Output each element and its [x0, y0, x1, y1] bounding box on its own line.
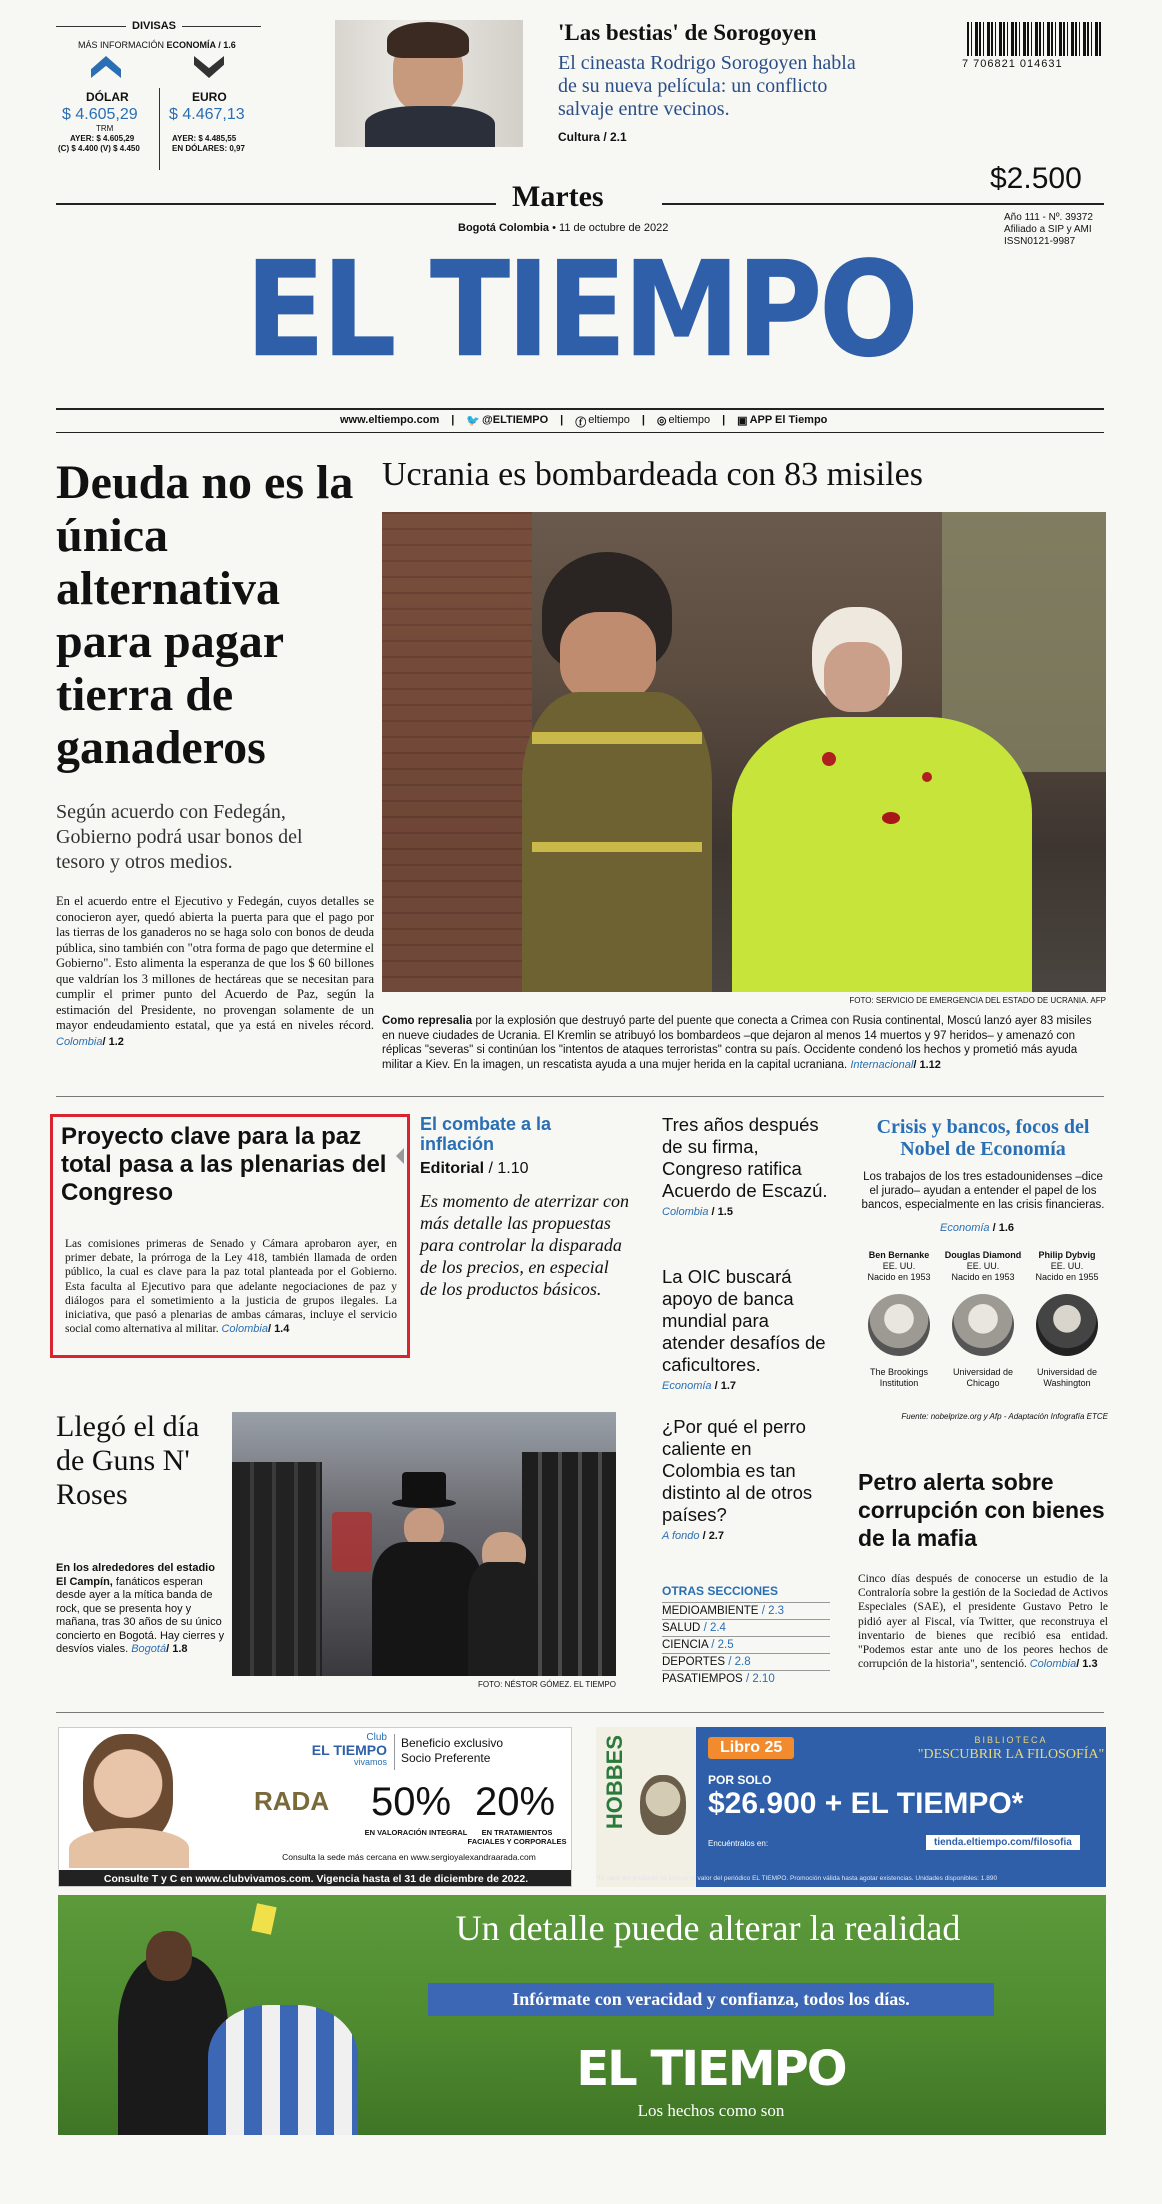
section-row[interactable] — [662, 1619, 830, 1636]
nobel-ref — [940, 1222, 1014, 1234]
pct2-label: EN TRATAMIENTOS FACIALES Y CORPORALES — [467, 1828, 567, 1846]
lead-deck: Según acuerdo con Fedegán, Gobierno podrá usar bonos del tesoro y otros medios. — [56, 801, 303, 873]
section-row[interactable] — [662, 1636, 830, 1653]
laureate-born: Nacido en 1955 — [1035, 1272, 1099, 1282]
lead-body — [56, 894, 374, 1050]
barcode-number: 7 706821 014631 — [962, 58, 1063, 70]
editorial-text: Es momento de aterrizar con más detalle las propuestas para controlar la disparada de los precios, en especial de los productos básicos. — [420, 1191, 629, 1299]
laureate-name: Douglas Diamond — [944, 1250, 1022, 1260]
laureate-name: Philip Dybvig — [1038, 1250, 1096, 1260]
nobel-text: Los trabajos de los tres estadounidenses –dice el jurado– ayudan a entender el papel de los bancos, especialmente en las crisis financieras. — [861, 1171, 1105, 1211]
book-biblioteca: BIBLIOTECA — [974, 1735, 1048, 1745]
editorial-page[interactable]: / 1.10 — [488, 1160, 529, 1177]
divisas-box — [56, 18, 261, 178]
book-series: "DESCUBRIR LA FILOSOFÍA" — [917, 1747, 1105, 1762]
club-benefit2: Socio Preferente — [401, 1751, 491, 1765]
peace-page[interactable]: / 1.4 — [267, 1323, 290, 1336]
ukraine-section[interactable]: Internacional — [850, 1058, 914, 1071]
petro-body — [858, 1572, 1108, 1671]
divisas-more: MÁS INFORMACIÓN — [78, 40, 165, 50]
lead-headline[interactable]: Deuda no es la única alternativa para pagar tierra de ganaderos — [56, 456, 354, 774]
laureate-born: Nacido en 1953 — [951, 1272, 1015, 1282]
brief-page[interactable]: / 1.7 — [714, 1380, 736, 1392]
nobel-page[interactable]: / 1.6 — [992, 1222, 1014, 1234]
laureate-country: EE. UU. — [966, 1261, 1000, 1271]
euro-value: $ 4.467,13 — [169, 106, 245, 123]
club-sub: vivamos — [353, 1757, 387, 1767]
editorial-headline[interactable]: El combate a la inflación — [420, 1114, 552, 1154]
brief-section[interactable]: A fondo — [662, 1530, 700, 1542]
laureate-card — [942, 1250, 1024, 1389]
section-page: / 2.4 — [703, 1622, 726, 1634]
section-row[interactable] — [662, 1670, 830, 1687]
brief-item[interactable] — [662, 1266, 830, 1392]
lead-page[interactable]: / 1.2 — [102, 1035, 124, 1048]
edition-date: • 11 de octubre de 2022 — [552, 222, 669, 234]
petro-section[interactable]: Colombia — [1029, 1658, 1077, 1671]
guns-photo-credit: FOTO: NÉSTOR GÓMEZ. EL TIEMPO — [478, 1680, 616, 1689]
peace-body-text: Las comisiones primeras de Senado y Cámara aprobaron ayer, en primer debate, la prórroga de la Ley 418, también llamada de orden público, la cual es clave para la paz total planteada por el Gobierno. Esta faculta al Ejecutivo para que adelante negociaciones de paz y diálogos para el sometimiento a la justicia de grupos ilegales. La iniciativa, que pasó a plenarias de ambas cámaras, incluye el servicio social como alternativa al militar. — [65, 1238, 397, 1336]
guns-body-text: fanáticos esperan desde ayer a la mítica banda de rock, que se presenta hoy y mañana, tras 30 años de su único concierto en Bogotá. Hay cierres y desvíos viales. — [56, 1575, 225, 1655]
brief-item[interactable] — [662, 1416, 830, 1542]
brief-item[interactable] — [662, 1114, 830, 1218]
top-rule-right — [662, 203, 1104, 205]
sections-list — [662, 1602, 830, 1687]
petro-body-text: Cinco días después de conocerse un estudio de la Contraloría sobre la gestión de la Sociedad de Activos Especiales (SAE), el presidente Gustavo Petro le pidió ayer al Fiscal, vía Twitter, que reconstruya el inventario de bienes que recibió esa entidad. "Podemos estar ante uno de los peores hechos de corrupción de la historia", sentenció. — [858, 1573, 1108, 1671]
peace-box[interactable] — [50, 1114, 410, 1358]
bottom-ad-headline: Un detalle puede alterar la realidad — [455, 1908, 961, 1948]
brief-text: La OIC buscará apoyo de banca mundial para atender desafíos de caficultores. — [662, 1266, 826, 1375]
section-name: DEPORTES — [662, 1656, 726, 1668]
euro-icon — [194, 56, 224, 78]
editorial-label: Editorial — [420, 1160, 485, 1177]
teaser-text: El cineasta Rodrigo Sorogoyen habla de su nueva película: un conflicto salvaje entre vecinos. — [558, 52, 856, 120]
philosopher-portrait — [640, 1775, 686, 1835]
bottom-ad-banner: Infórmate con veracidad y confianza, todos los días. — [428, 1983, 994, 2016]
petro-headline[interactable]: Petro alerta sobre corrupción con bienes de la mafia — [858, 1469, 1105, 1551]
dolar-trm: TRM — [96, 124, 114, 133]
lead-body-text: En el acuerdo entre el Ejecutivo y Fedegán, cuyos detalles se conocieron ayer, quedó abierta la puerta para que el pago por las tierras de los ganaderos no se haga solo con bonos de deuda pública, sino también con "otra forma de pago que determine el Gobierno". Esto alimenta la esperanza de que los $ 60 billones que valdrían los 3 millones de hectáreas que se necesitan para cumplir el primer punto del Acuerdo de Paz, según la estimación del Presidente, no provengan solamente de un mayor endeudamiento estatal, que ya está en niveles récord. — [56, 894, 374, 1032]
section-name: CIENCIA — [662, 1639, 709, 1651]
guns-photo — [232, 1412, 616, 1676]
section-name: MEDIOAMBIENTE — [662, 1605, 759, 1617]
edition-line: ISSN0121-9987 — [1004, 236, 1076, 247]
ukraine-headline[interactable]: Ucrania es bombardeada con 83 misiles — [382, 456, 923, 493]
euro-line2: EN DÓLARES: 0,97 — [172, 144, 245, 153]
website-link[interactable]: www.eltiempo.com — [340, 414, 440, 426]
nobel-source: Fuente: nobelprize.org y Afp - Adaptación Infografía ETCE — [901, 1412, 1108, 1421]
ads-rule — [56, 1712, 1104, 1713]
edition-line: Afiliado a SIP y AMI — [1004, 224, 1092, 235]
laureate-portrait — [1036, 1294, 1098, 1356]
section-name: PASATIEMPOS — [662, 1673, 743, 1685]
brief-page[interactable]: / 1.5 — [711, 1206, 733, 1218]
dolar-line1: AYER: $ 4.605,29 — [70, 134, 135, 143]
bottom-ad[interactable] — [58, 1895, 1106, 2135]
sections-title: OTRAS SECCIONES — [662, 1584, 779, 1598]
mid-rule — [56, 1096, 1104, 1097]
club-brand: EL TIEMPO — [311, 1742, 387, 1758]
edition-day: Martes — [512, 180, 604, 213]
social-rule-top — [56, 408, 1104, 410]
book-fine: *El valor del producto no incluye el valor del periódico EL TIEMPO. Promoción válida hasta agotar existencias. Unidades disponibles: 1.890 — [596, 1875, 998, 1882]
dolar-label: DÓLAR — [86, 90, 129, 104]
brief-section[interactable]: Colombia — [662, 1206, 709, 1218]
section-name: SALUD — [662, 1622, 701, 1634]
edition-info — [1004, 212, 1093, 248]
app-link[interactable]: APP El Tiempo — [749, 414, 828, 426]
sorogoyen-photo — [335, 20, 523, 147]
ukraine-caption-text: por la explosión que destruyó parte del puente que conecta a Crimea con Rusia continental, Moscú lanzó ayer 83 misiles en nueve ciudades de Ucrania. El Kremlin se atribuyó los bombardeos –que dejaron al menos 14 muertos y 97 heridos– y amenazó con réplicas "severas" si continúan los "intentos de ataques terroristas" contra su país. Occidente condenó los hechos y prometió más ayuda militar a Kiev. En la imagen, un rescatista ayuda a una mujer herida en la capital ucraniana. — [382, 1015, 1092, 1071]
guns-body-lead: En los alrededores del estadio El Campín, — [56, 1562, 215, 1588]
lead-section[interactable]: Colombia — [56, 1035, 103, 1048]
ukraine-caption-lead: Como represalia — [382, 1015, 473, 1027]
ukraine-caption — [382, 1014, 1106, 1072]
dollar-icon — [91, 56, 121, 78]
book-price: $26.900 + EL TIEMPO* — [708, 1787, 1024, 1820]
lime-jacket — [732, 717, 1032, 992]
twitter-icon: 🐦 — [466, 415, 481, 427]
section-page: / 2.10 — [745, 1673, 775, 1685]
brief-text: ¿Por qué el perro caliente en Colombia es tan distinto al de otros países? — [662, 1416, 813, 1525]
ukraine-page[interactable]: / 1.12 — [913, 1058, 941, 1071]
peace-section[interactable]: Colombia — [221, 1323, 268, 1336]
brief-text: Tres años después de su firma, Congreso ratifica Acuerdo de Escazú. — [662, 1114, 828, 1201]
peace-body — [65, 1237, 397, 1336]
section-page: / 2.8 — [728, 1656, 751, 1668]
euro-line1: AYER: $ 4.485,55 — [172, 134, 237, 143]
book-url[interactable]: tienda.eltiempo.com/filosofia — [926, 1835, 1080, 1850]
guns-body — [56, 1562, 226, 1657]
ukraine-photo — [382, 512, 1106, 992]
edition-city: Bogotá Colombia — [458, 222, 550, 234]
instagram-link[interactable]: eltiempo — [668, 414, 711, 426]
nobel-section[interactable]: Economía — [940, 1222, 990, 1234]
laureate-inst: Universidad de Washington — [1036, 1367, 1098, 1388]
yellow-card-icon — [251, 1903, 276, 1935]
teaser-title[interactable]: 'Las bestias' de Sorogoyen — [558, 20, 817, 45]
player-figure — [208, 2005, 358, 2135]
dolar-line2: (C) $ 4.400 (V) $ 4.450 — [58, 144, 140, 153]
bottom-ad-logo: EL TIEMPO — [576, 2041, 846, 2097]
instagram-icon: ◎ — [656, 415, 667, 427]
editorial-label-row — [420, 1160, 529, 1178]
masthead-logo[interactable]: EL TIEMPO — [244, 232, 916, 387]
laureate-inst: The Brookings Institution — [869, 1367, 929, 1388]
laureate-portrait — [868, 1294, 930, 1356]
club-footer: Consulte T y C en www.clubvivamos.com. Vigencia hasta el 31 de diciembre de 2022. — [59, 1870, 572, 1887]
club-consulta: Consulta la sede más cercana en www.sergioyalexandraarada.com — [282, 1852, 536, 1862]
laureate-country: EE. UU. — [882, 1261, 916, 1271]
club-label: Club — [366, 1732, 387, 1743]
euro-label: EURO — [192, 90, 227, 104]
book-ad[interactable] — [596, 1727, 1106, 1887]
nobel-headline[interactable]: Crisis y bancos, focos del Nobel de Economía — [876, 1116, 1090, 1160]
laureate-name: Ben Bernanke — [868, 1250, 930, 1260]
guns-section[interactable]: Bogotá — [131, 1643, 167, 1655]
laureate-portrait — [952, 1294, 1014, 1356]
barcode — [967, 22, 1101, 56]
pct1: 50% — [371, 1780, 452, 1824]
facebook-icon: ⓕ — [575, 417, 587, 429]
laureate-born: Nacido en 1953 — [867, 1272, 931, 1282]
book-where: Encuéntralos en: — [708, 1839, 769, 1848]
divisas-title: DIVISAS — [126, 20, 182, 32]
book-libro: Libro 25 — [708, 1737, 794, 1759]
laureate-card — [858, 1250, 940, 1389]
guns-page[interactable]: / 1.8 — [166, 1643, 188, 1655]
laureate-country: EE. UU. — [1050, 1261, 1084, 1271]
peace-pointer-icon — [396, 1148, 404, 1164]
divisas-more-section[interactable]: ECONOMÍA / 1.6 — [166, 40, 236, 50]
guns-headline[interactable]: Llegó el día de Guns N' Roses — [56, 1410, 200, 1511]
rada-logo: RADA — [254, 1786, 330, 1816]
petro-page[interactable]: / 1.3 — [1076, 1658, 1098, 1671]
section-page: / 2.5 — [711, 1639, 734, 1651]
club-benefit1: Beneficio exclusivo — [401, 1736, 504, 1750]
section-row[interactable] — [662, 1653, 830, 1670]
brief-section[interactable]: Economía — [662, 1380, 712, 1392]
teaser-section[interactable]: Cultura / 2.1 — [558, 130, 627, 144]
laureate-card — [1026, 1250, 1108, 1389]
social-rule-bottom — [56, 432, 1104, 433]
ukraine-photo-credit: FOTO: SERVICIO DE EMERGENCIA DEL ESTADO DE UCRANIA. AFP — [849, 996, 1106, 1005]
price: $2.500 — [990, 162, 1082, 195]
top-rule-left — [56, 203, 496, 205]
facebook-link[interactable]: eltiempo — [588, 414, 630, 426]
dolar-value: $ 4.605,29 — [62, 106, 138, 123]
edition-line: Año 111 - Nº. 39372 — [1004, 212, 1093, 223]
twitter-link[interactable]: @ELTIEMPO — [482, 414, 549, 426]
laureate-inst: Universidad de Chicago — [952, 1367, 1014, 1388]
section-page: / 2.3 — [761, 1605, 785, 1617]
pct1-label: EN VALORACIÓN INTEGRAL — [364, 1828, 468, 1837]
brief-page[interactable]: / 2.7 — [702, 1530, 724, 1542]
app-icon: ▣ — [737, 415, 748, 427]
club-ad[interactable] — [58, 1727, 572, 1887]
section-row[interactable] — [662, 1602, 830, 1619]
book-solo: POR SOLO — [708, 1773, 772, 1787]
pct2: 20% — [475, 1780, 556, 1824]
bottom-ad-slogan: Los hechos como son — [637, 2101, 785, 2120]
peace-headline[interactable]: Proyecto clave para la paz total pasa a las plenarias del Congreso — [61, 1123, 387, 1206]
book-side: HOBBES — [602, 1735, 627, 1830]
social-bar: www.eltiempo.com | 🐦 @ELTIEMPO | ⓕ eltiempo | ◎ eltiempo | ▣ APP El Tiempo — [340, 414, 828, 429]
